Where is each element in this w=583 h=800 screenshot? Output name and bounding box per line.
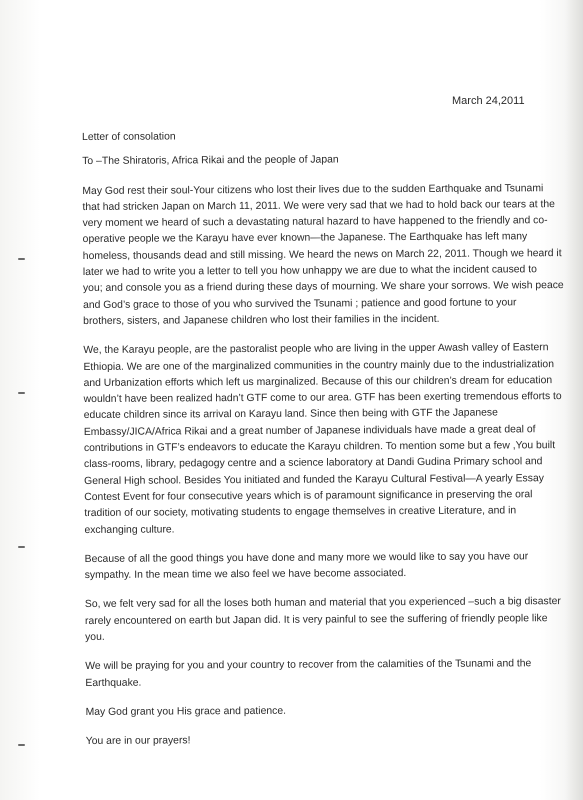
paragraph-line: very moment we heard of such a devastating natural hazard to have happened to the friendly and co- <box>82 215 548 230</box>
paragraph-line: Earthquake. <box>85 677 142 689</box>
paragraph-line: rarely encountered on earth but Japan did. It is very painful to see the suffering of friendly people like <box>84 612 548 627</box>
letter-paragraph <box>85 657 533 692</box>
letter-date: March 24,2011 <box>452 95 525 107</box>
margin-mark <box>18 258 25 260</box>
paragraph-line: class-rooms, library, pedagogy centre and a science laboratory at Dandi Gudina Primary school and <box>84 456 543 471</box>
letter-paragraph <box>85 549 533 584</box>
paragraph-line: We will be praying for you and your country to recover from the calamities of the Tsunami and the <box>85 658 532 673</box>
paragraph-line: exchanging culture. <box>84 523 175 536</box>
margin-mark <box>18 744 25 746</box>
paragraph-line: You are in our prayers! <box>85 735 191 748</box>
paragraph-line: and Urbanization efforts which left us marginalized. Because of this our children’s dream for education <box>83 374 553 389</box>
paragraph-line: So, we felt very sad for all the loses both human and material that you experienced –such a big disaster <box>84 596 561 611</box>
paragraph-line: later we had to write you a letter to tell you how unhappy we are due to what the incident caused to <box>82 264 537 279</box>
letter-paragraph <box>83 341 562 539</box>
letter-title: Letter of consolation <box>82 131 176 143</box>
letter-paragraph <box>82 181 564 330</box>
paragraph-line: Embassy/JICA/Africa Rikai and a great number of Japanese individuals have made a great deal of <box>83 423 536 438</box>
paragraph-line: that had stricken Japan on March 11, 2011. We were very sad that we had to hold back our tears at the <box>82 199 555 213</box>
letter-salutation: To –The Shiratoris, Africa Rikai and the people of Japan <box>82 154 339 168</box>
paragraph-line: operative people we the Karayu have ever known—the Japanese. The Earthquake has left many <box>82 231 528 246</box>
paragraph-line: May God rest their soul-Your citizens who lost their lives due to the sudden Earthquake and Tsunami <box>82 182 544 197</box>
paragraph-line: sympathy. In the mean time we also feel we have become associated. <box>84 568 407 582</box>
letter-body <box>82 127 564 763</box>
paragraph-line: homeless, thousands dead and still missing. We heard the news on March 22, 2011. Though we heard it <box>82 247 562 262</box>
paragraph-line: you. <box>85 631 105 644</box>
margin-mark <box>18 546 25 548</box>
paragraph-line: educate children since its arrival on Karayu land. Since then being with GTF the Japanese <box>83 407 498 422</box>
paragraph-line: General High school. Besides You initiated and funded the Karayu Cultural Festival—A yearly Essay <box>84 472 544 487</box>
letter-paragraph <box>86 702 534 721</box>
paragraph-line: brothers, sisters, and Japanese children who lost their families in the incident. <box>83 313 440 327</box>
paragraph-line: you; and console you as a friend during these days of mourning. We share your sorrows. We wish peace <box>82 280 564 295</box>
paragraph-line: contributions in GTF’s endeavors to educate the Karayu children. To mention some but a few ,You built <box>83 440 556 455</box>
paragraph-line: tradition of our society, motivating students to engage themselves in creative Literature, and in <box>84 505 517 520</box>
paragraph-line: Contest Event for four consecutive years which is of paramount significance in preserving the oral <box>84 489 533 503</box>
page-edge-shadow <box>565 0 583 800</box>
paragraph-line: Because of all the good things you have done and many more we would like to say you have our <box>84 551 529 565</box>
paragraph-line: We, the Karayu people, are the pastoralist people who are living in the upper Awash valley of Eastern <box>83 342 549 357</box>
paragraph-line: Ethiopia. We are one of the marginalized communities in the country mainly due to the industrialization <box>83 358 555 373</box>
paragraph-line: and God’s grace to those of you who survived the Tsunami ; patience and good fortune to your <box>83 297 517 311</box>
letter-paragraph <box>84 595 561 647</box>
letter-paragraph <box>86 731 534 750</box>
margin-mark <box>18 392 25 394</box>
paragraph-line: wouldn’t have been realized hadn’t GTF come to our area. GTF has been exerting tremendous efforts to <box>83 391 562 406</box>
paragraph-line: May God grant you His grace and patience. <box>85 705 287 718</box>
letter-paragraphs <box>82 181 564 751</box>
